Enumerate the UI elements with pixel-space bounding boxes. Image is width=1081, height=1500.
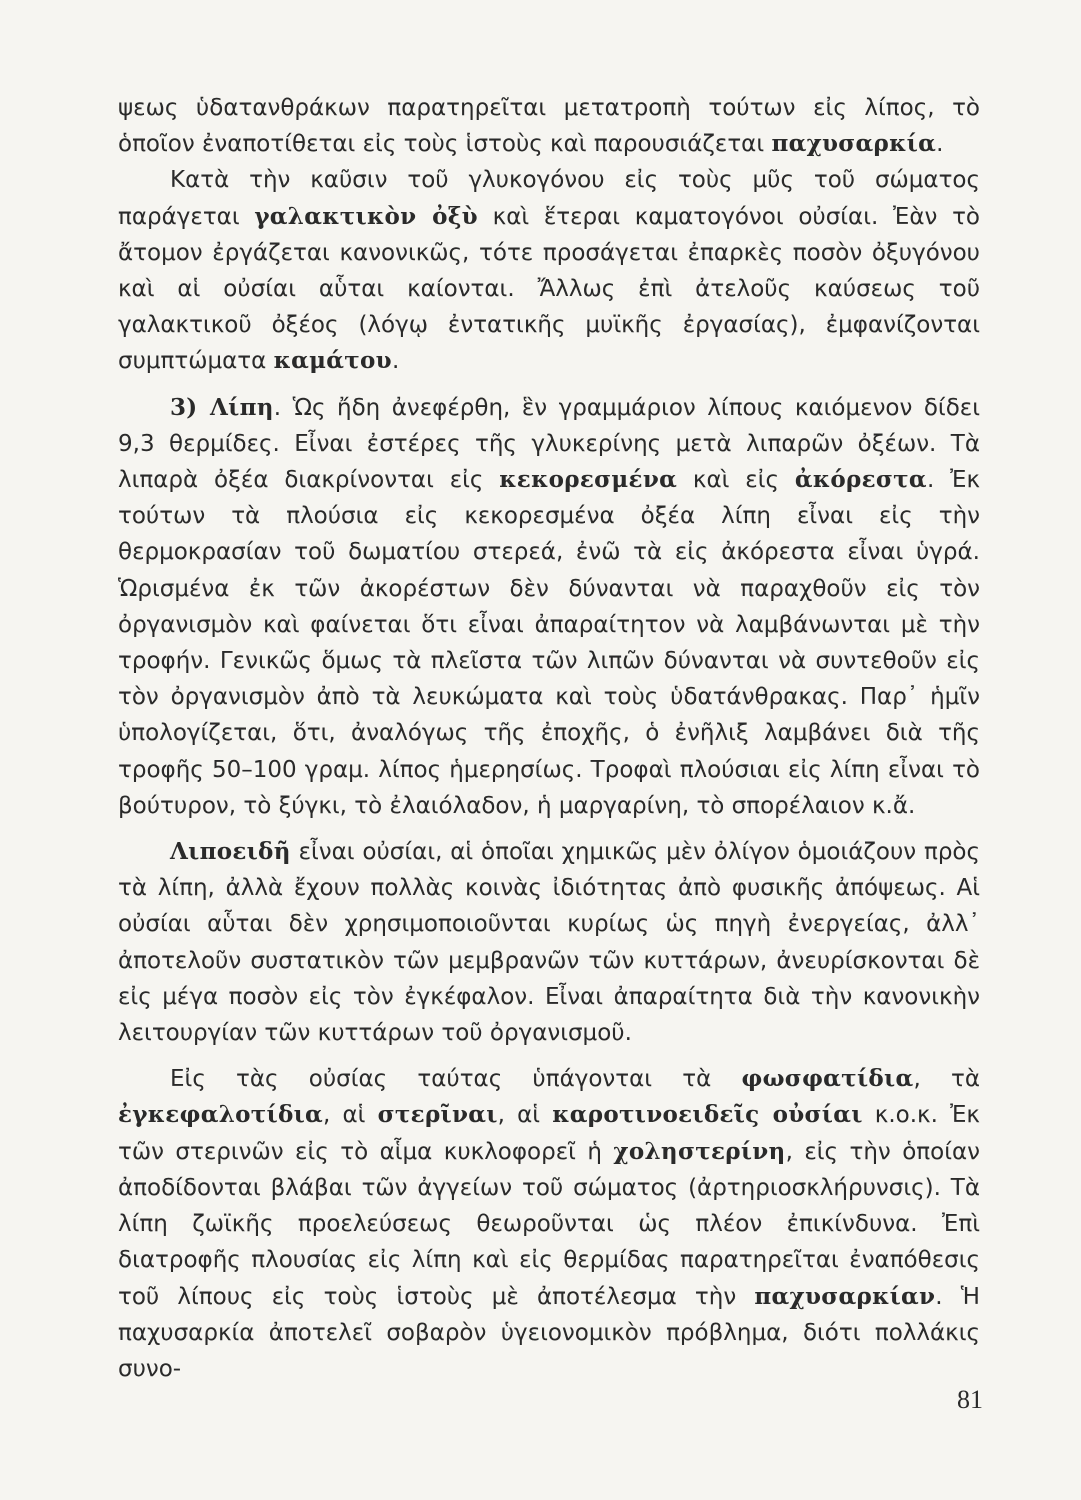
text-run: καὶ εἰς <box>677 467 795 494</box>
text-run: κ.ο.κ. Ἐκ τῶν στερινῶν εἰς τὸ αἷμα κυκλοφορεῖ ἡ <box>118 1102 980 1165</box>
bold-term: ἀκόρεστα <box>794 466 927 494</box>
text-run: Εἰς τὰς οὐσίας ταύτας ὑπάγονται τὰ <box>170 1066 742 1093</box>
text-run: . <box>391 348 400 375</box>
text-run: , αἱ <box>497 1102 553 1129</box>
text-run: , αἱ <box>323 1102 378 1129</box>
bold-term: 3) <box>170 393 211 421</box>
bold-term: καροτινοειδεῖς οὐσίαι <box>552 1101 863 1129</box>
text-run: . Ἐκ τούτων τὰ πλούσια εἰς κεκορεσμένα ὀξέα λίπη εἶναι εἰς τὴν θερμοκρασίαν τοῦ δωματίου στερεά, ἐνῶ τὰ εἰς ἀκόρεστα εἶναι ὑγρά. Ὡρισμένα ἐκ τῶν ἀκορέστων δὲν δύνανται νὰ παραχθοῦν εἰς τὸν ὀργανισμὸν καὶ φαίνεται ὅτι εἶναι ἀπαραίτητον νὰ λαμβάνωνται μὲ τὴν τροφήν. Γενικῶς ὅμως τὰ πλεῖστα τῶν λιπῶν δύνανται νὰ συντεθοῦν εἰς τὸν ὀργανισμὸν ἀπὸ τὰ λευκώματα καὶ τοὺς ὑδατάνθρακας. Παρ᾽ ἡμῖν ὑπολογίζεται, ὅτι, ἀναλόγως τῆς ἐποχῆς, ὁ ἐνῆλιξ λαμβάνει διὰ τῆς τροφῆς 50–100 γραμ. λίπος ἡμερησίως. Τροφαὶ πλούσιαι εἰς λίπη εἶναι τὸ βούτυρον, τὸ ξύγκι, τὸ ἐλαιόλαδον, ἡ μαργαρίνη, τὸ σπορέλαιον κ.ἄ. <box>118 467 981 819</box>
body-text <box>118 90 980 1387</box>
text-run: . Ἡ παχυσαρκία ἀποτελεῖ σοβαρὸν ὑγειονομικὸν πρόβλημα, διότι πολλάκις συνο- <box>118 1283 980 1382</box>
text-run: , εἰς τὴν ὁποίαν ἀποδίδονται βλάβαι τῶν ἀγγείων τοῦ σώματος (ἀρτηριοσκλήρυνσις). Τὰ λίπη ζωϊκῆς προελεύσεως θεωροῦνται ὡς πλέον ἐπικίνδυνα. Ἐπὶ διατροφῆς πλουσίας εἰς λίπη καὶ εἰς θερμίδας παρατηρεῖται ἐναπόθεσις τοῦ λίπους εἰς τοὺς ἱστοὺς μὲ ἀποτέλεσμα τὴν <box>118 1138 980 1310</box>
paragraph-p2 <box>118 162 980 379</box>
text-run: καὶ ἕτεραι καματογόνοι οὐσίαι. Ἐὰν τὸ ἄτομον ἐργάζεται κανονικῶς, τότε προσάγεται ἐπαρκὲς ποσὸν ὀξυγόνου καὶ αἱ οὐσίαι αὗται καίονται. Ἄλλως ἐπὶ ἀτελοῦς καύσεως τοῦ γαλακτικοῦ ὀξέος (λόγῳ ἐντατικῆς μυϊκῆς ἐργασίας), ἐμφανίζονται συμπτώματα <box>118 203 980 375</box>
text-run: εἶναι οὐσίαι, αἱ ὁποῖαι χημικῶς μὲν ὀλίγον ὁμοιάζουν πρὸς τὰ λίπη, ἀλλὰ ἔχουν πολλὰς κοινὰς ἰδιότητας ἀπὸ φυσικῆς ἀπόψεως. Αἱ οὐσίαι αὗται δὲν χρησιμοποιοῦνται κυρίως ὡς πηγὴ ἐνεργείας, ἀλλ᾽ ἀποτελοῦν συστατικὸν τῶν μεμβρανῶν τῶν κυττάρων, ἀνευρίσκονται δὲ εἰς μέγα ποσὸν εἰς τὸν ἐγκέφαλον. Εἶναι ἀπαραίτητα διὰ τὴν κανονικὴν λειτουργίαν τῶν κυττάρων τοῦ ὀργανισμοῦ. <box>118 839 980 1047</box>
text-run: . Ὡς ἤδη ἀνεφέρθη, ἓν γραμμάριον λίπους καιόμενον δίδει 9,3 θερμίδες. Εἶναι ἐστέρες τῆς γλυκερίνης μετὰ λιπαρῶν ὀξέων. Τὰ λιπαρὰ ὀξέα διακρίνονται εἰς <box>118 394 981 494</box>
bold-term: χοληστερίνη <box>613 1137 786 1165</box>
page-number: 81 <box>957 1385 983 1414</box>
bold-term: γαλακτικὸν ὀξὺ <box>254 202 478 230</box>
bold-term: παχυσαρκία <box>771 130 937 158</box>
bold-term: παχυσαρκίαν <box>754 1282 936 1310</box>
bold-term: Λιποειδῆ <box>170 838 291 866</box>
paragraph-p5 <box>118 1061 980 1387</box>
bold-term: κεκορεσμένα <box>499 466 678 494</box>
bold-term: στερῖναι <box>377 1101 498 1129</box>
text-run: Κατὰ τὴν καῦσιν τοῦ γλυκογόνου εἰς τοὺς μῦς τοῦ σώματος παράγεται <box>118 167 980 230</box>
bold-term: καμάτου <box>273 347 392 375</box>
bold-term: ἐγκεφαλοτίδια <box>118 1101 324 1129</box>
paragraph-p3 <box>118 390 980 824</box>
text-run: , τὰ <box>913 1066 980 1093</box>
paragraph-p1 <box>118 90 980 162</box>
bold-term: φωσφατίδια <box>741 1065 914 1093</box>
paragraph-p4 <box>118 834 980 1051</box>
bold-term: Λίπη <box>210 393 274 421</box>
text-run: . <box>936 131 944 158</box>
text-run: ψεως ὑδατανθράκων παρατηρεῖται μετατροπὴ τούτων εἰς λίπος, τὸ ὁποῖον ἐναποτίθεται εἰς τοὺς ἱστοὺς καὶ παρουσιάζεται <box>118 95 980 158</box>
